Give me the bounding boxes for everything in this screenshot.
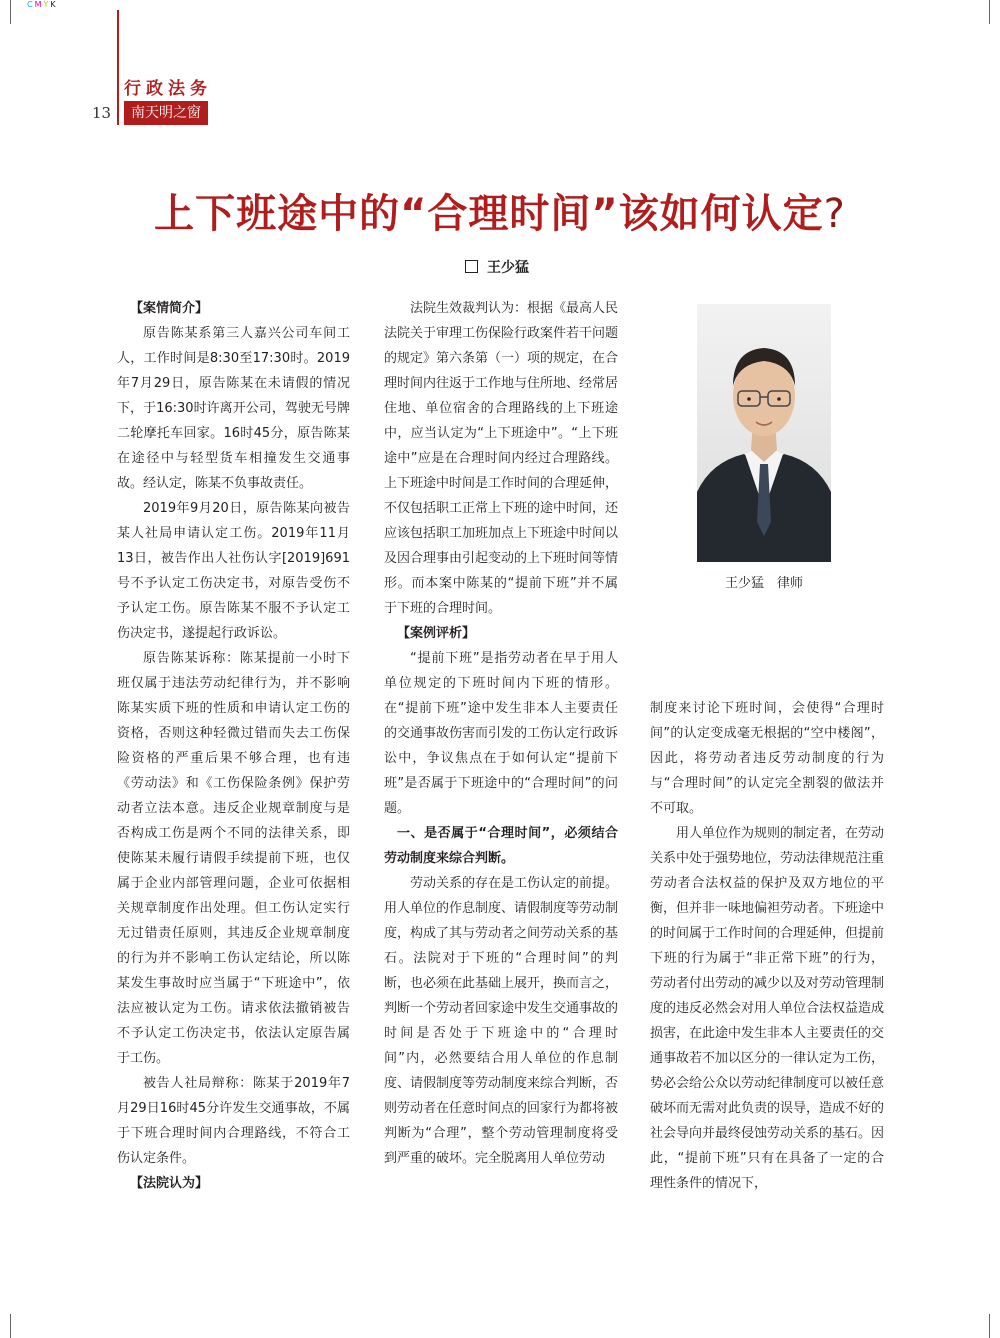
subheading-case-summary: 【案情简介】: [130, 301, 209, 316]
paragraph: 法院生效裁判认为：根据《最高人民法院关于审理工伤保险行政案件若干问题的规定》第六条第（一）项的规定，在合理时间内往返于工作地与住所地、经常居住地、单位宿舍的合理路线的上下班途中，应当认定为“上下班途中”。“上下班途中”应是在合理时间内经过合理路线。上下班途中时间是工作时间的合理延伸，不仅包括职工正常上下班的途中时间，还应该包括职工加班加点上下班途中时间以及因合理事由引起变动的上下班时间等情形。而本案中陈某的“提前下班”并不属于下班的合理时间。: [384, 301, 619, 616]
crop-mark: [10, 0, 11, 24]
paragraph: 劳动关系的存在是工伤认定的前提。用人单位的作息制度、请假制度等劳动制度，构成了其与劳动者之间劳动关系的基石。法院对于下班的“合理时间”的判断，也必须在此基础上展开，换而言之，判断一个劳动者回家途中发生交通事故的时间是否处于下班途中的“合理时间”内，必然要结合用人单位的作息制度、请假制度等劳动制度来综合判断，否则劳动者在任意时间点的回家行为都将被判断为“合理”，整个劳动管理制度将受到严重的破坏。完全脱离用人单位劳动: [384, 876, 619, 1166]
cmyk-m: M: [34, 0, 44, 9]
column-name-badge: 南天明之窗: [124, 101, 208, 125]
crop-mark: [989, 1314, 990, 1338]
subheading-court-opinion: 【法院认为】: [130, 1176, 209, 1191]
paragraph: “提前下班”是指劳动者在早于用人单位规定的下班时间内下班的情形。在“提前下班”途中发生非本人主要责任的交通事故伤害而引发的工伤认定行政诉讼中，争议焦点在于如何认定“提前下班”是否属于下班途中的“合理时间”的问题。: [384, 651, 619, 816]
cmyk-k: K: [50, 0, 58, 9]
paragraph: 2019年9月20日，原告陈某向被告某人社局申请认定工伤。2019年11月13日，被告作出人社伤认字[2019]691号不予认定工伤决定书，对原告受伤不予认定工伤。原告陈某不服不予认定工伤决定书，遂提起行政诉讼。: [117, 501, 350, 641]
paragraph: 原告陈某诉称：陈某提前一小时下班仅属于违法劳动纪律行为，并不影响陈某实质下班的性质和申请认定工伤的资格，否则这种轻微过错而失去工伤保险资格的严重后果不够合理，也有违《劳动法》和《工伤保险条例》保护劳动者立法本意。违反企业规章制度与是否构成工伤是两个不同的法律关系，即使陈某未履行请假手续提前下班，也仅属于企业内部管理问题，企业可依据相关规章制度作出处理。但工伤认定实行无过错责任原则，其违反企业规章制度的行为并不影响工伤认定结论，所以陈某发生事故时应当属于“下班途中”，依法应被认定为工伤。请求依法撤销被告不予认定工伤决定书，依法认定原告属于工伤。: [117, 651, 350, 1066]
author-byline: [465, 257, 529, 277]
section-label: 行政法务: [124, 79, 212, 99]
body-column-1: [117, 296, 350, 1196]
article-title-text: 上下班途中的“合理时间”该如何认定: [154, 191, 824, 237]
subheading-point-one: 一、是否属于“合理时间”，必须结合劳动制度来综合判断。: [384, 826, 618, 866]
body-column-3: [650, 696, 884, 1196]
cmyk-y: Y: [43, 0, 51, 9]
header-divider: [117, 10, 119, 125]
photo-caption: 王少猛 律师: [724, 576, 803, 591]
author-photo: [697, 304, 831, 562]
author-name: 王少猛: [487, 260, 529, 276]
cmyk-c: C: [27, 0, 35, 9]
crop-mark: [10, 1314, 11, 1338]
subheading-case-analysis: 【案例评析】: [397, 626, 476, 641]
paragraph-continued: 制度来讨论下班时间，会使得“合理时间”的认定变成毫无根据的“空中楼阁”，因此，将劳动者违反劳动制度的行为与“合理时间”的认定完全割裂的做法并不可取。: [650, 701, 884, 816]
body-column-2: [384, 296, 618, 1171]
cmyk-color-bar: [27, 0, 58, 9]
crop-mark: [989, 0, 990, 24]
page-number: 13: [92, 104, 112, 122]
paragraph: 原告陈某系第三人嘉兴公司车间工人，工作时间是8:30至17:30时。2019年7月29日，原告陈某在未请假的情况下，于16:30时许离开公司，驾驶无号牌二轮摩托车回家。16时45分，原告陈某在途径中与轻型货车相撞发生交通事故。经认定，陈某不负事故责任。: [117, 326, 350, 491]
paragraph: 被告人社局辩称：陈某于2019年7月29日16时45分许发生交通事故，不属于下班合理时间内合理路线，不符合工伤认定条件。: [117, 1076, 350, 1166]
byline-box-icon: [465, 260, 478, 273]
article-title: [0, 182, 1000, 239]
title-question-mark: ?: [823, 191, 846, 237]
paragraph: 用人单位作为规则的制定者，在劳动关系中处于强势地位，劳动法律规范注重劳动者合法权益的保护及双方地位的平衡，但并非一味地偏袒劳动者。下班途中的时间属于工作时间的合理延伸，但提前下班的行为属于“非正常下班”的行为，劳动者付出劳动的减少以及对劳动管理制度的违反必然会对用人单位合法权益造成损害，在此途中发生非本人主要责任的交通事故若不加以区分的一律认定为工伤，势必会给公众以劳动纪律制度可以被任意破坏而无需对此负责的误导，造成不好的社会导向并最终侵蚀劳动关系的基石。因此，“提前下班”只有在具备了一定的合理性条件的情况下，: [650, 826, 885, 1191]
